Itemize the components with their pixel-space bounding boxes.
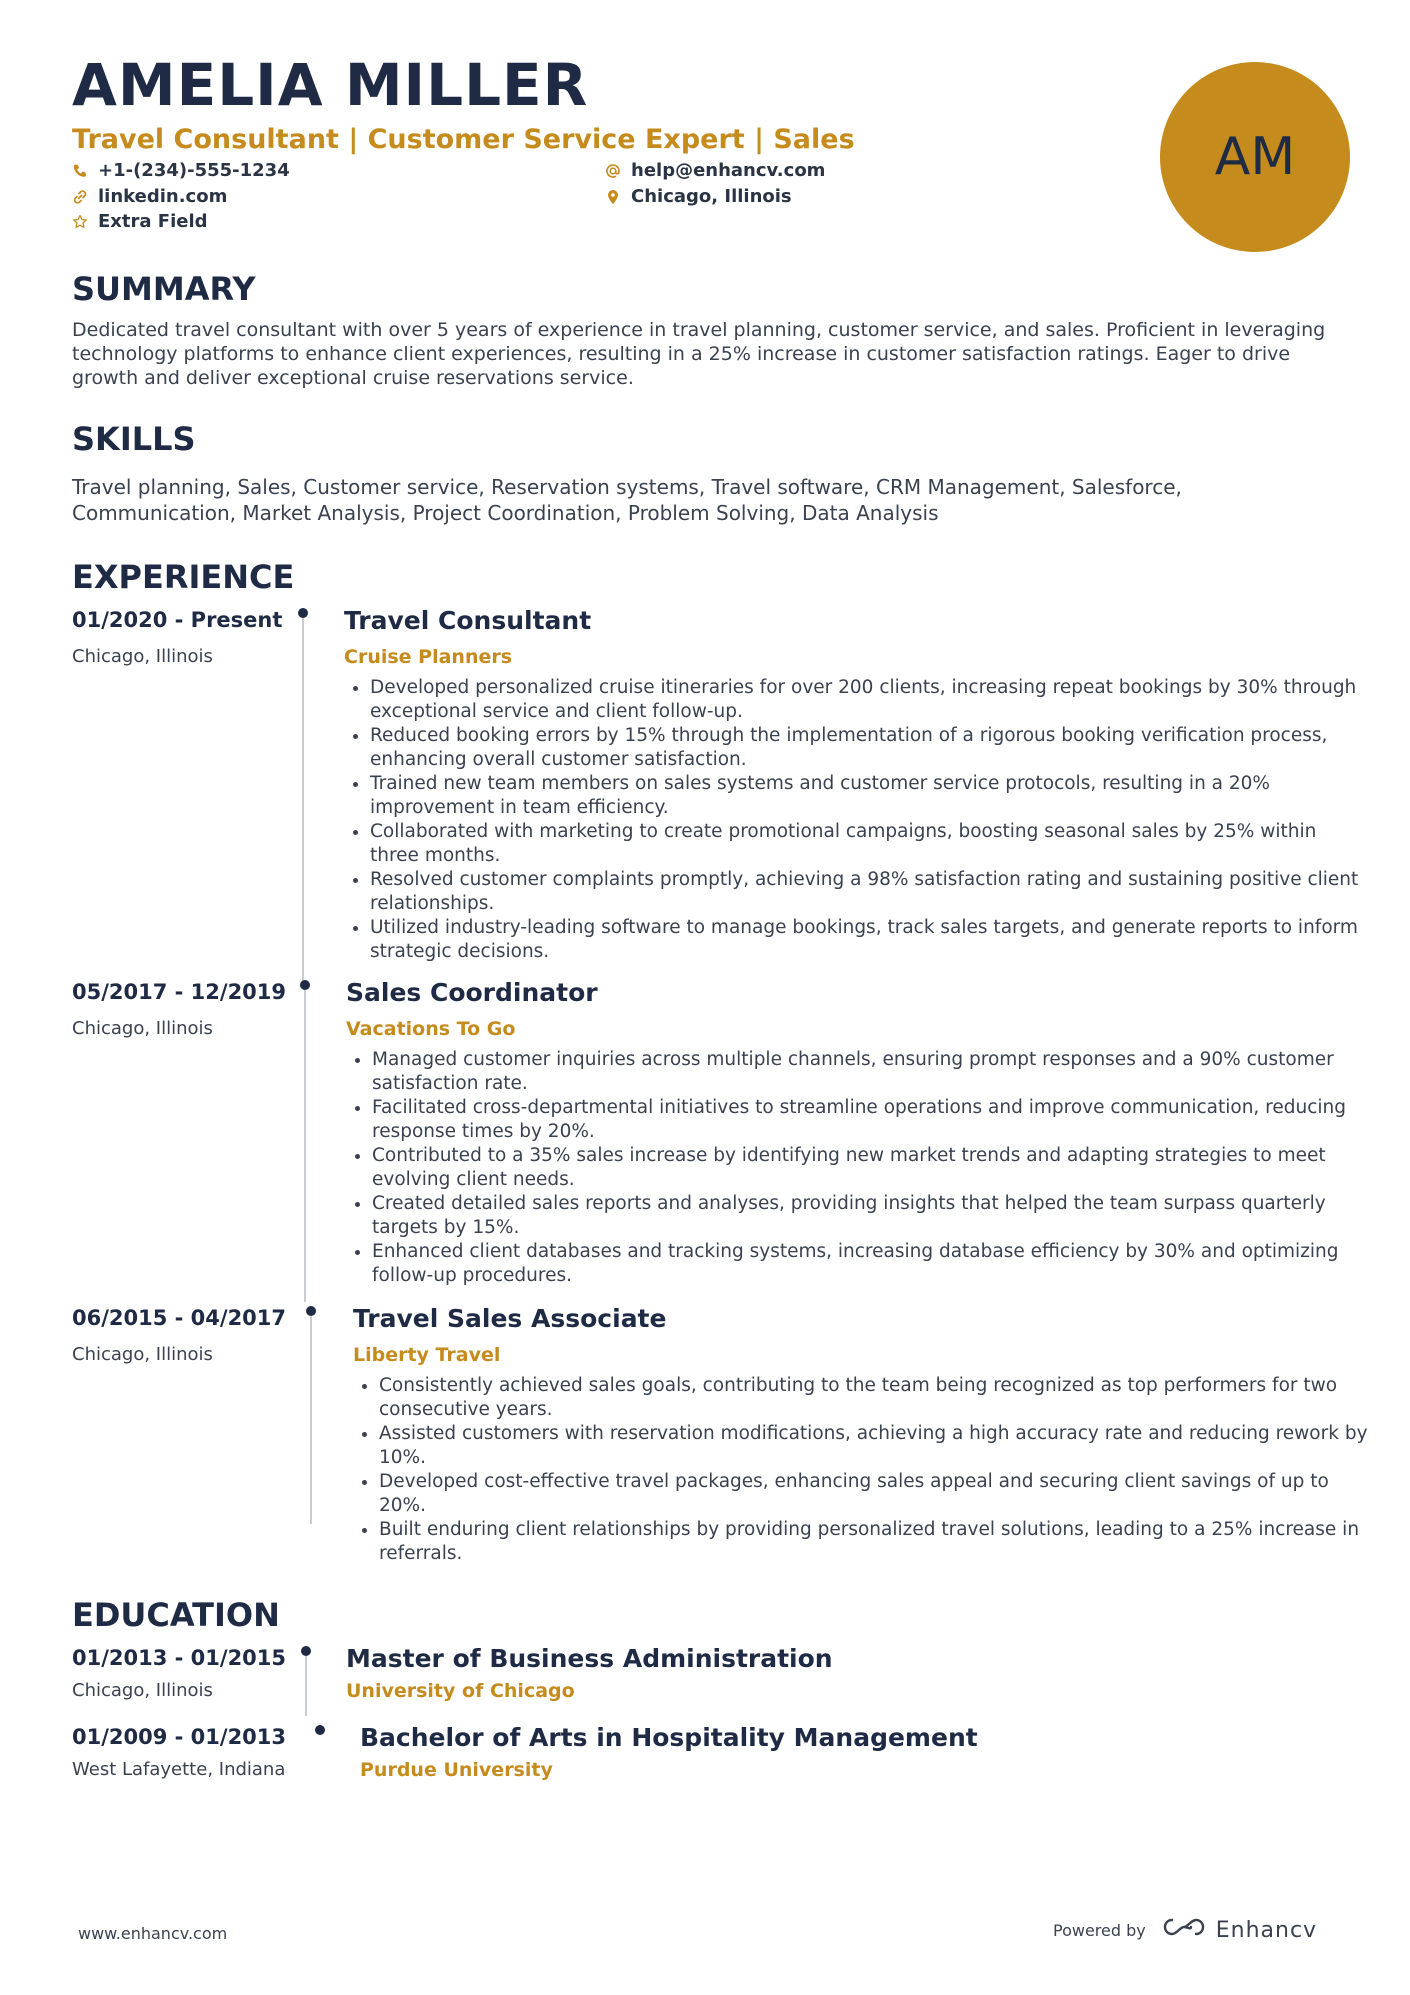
contact-email[interactable] <box>605 160 825 181</box>
education-degree: Master of Business Administration <box>346 1644 833 1673</box>
experience-bullet: • Developed cost-effective travel packages, enhancing sales appeal and securing client savings of up to 20%. <box>379 1470 1379 1518</box>
education-date: 01/2013 - 01/2015 <box>72 1646 287 1670</box>
linkedin-text: linkedin.com <box>98 186 228 207</box>
timeline-line <box>305 1656 307 1716</box>
candidate-name: AMELIA MILLER <box>72 51 589 119</box>
education-school: Purdue University <box>360 1759 553 1781</box>
summary-heading: SUMMARY <box>72 270 256 308</box>
experience-heading: EXPERIENCE <box>72 558 295 596</box>
timeline-line <box>304 990 306 1302</box>
experience-date: 01/2020 - Present <box>72 608 283 632</box>
timeline-dot <box>315 1725 325 1735</box>
experience-role: Travel Consultant <box>344 606 592 635</box>
experience-location: Chicago, Illinois <box>72 646 213 667</box>
candidate-subtitle: Travel Consultant | Customer Service Expert | Sales <box>72 124 855 155</box>
experience-date: 05/2017 - 12/2019 <box>72 980 287 1004</box>
experience-company: Liberty Travel <box>353 1344 501 1366</box>
infinity-logo-icon <box>1160 1915 1208 1945</box>
contact-linkedin[interactable] <box>72 186 227 207</box>
phone-icon <box>72 163 88 179</box>
experience-bullet: • Consistently achieved sales goals, contributing to the team being recognized as top performers for two consecutive years. <box>379 1374 1379 1422</box>
location-pin-icon <box>605 189 621 205</box>
experience-bullet: • Utilized industry-leading software to manage bookings, track sales targets, and generate reports to inform strategic decisions. <box>370 916 1370 964</box>
experience-location: Chicago, Illinois <box>72 1344 213 1365</box>
location-text: Chicago, Illinois <box>631 186 792 207</box>
contact-phone[interactable] <box>72 160 290 181</box>
timeline-dot <box>301 1646 311 1656</box>
education-location: Chicago, Illinois <box>72 1680 213 1701</box>
education-date: 01/2009 - 01/2013 <box>72 1725 287 1749</box>
experience-bullet: • Assisted customers with reservation modifications, achieving a high accuracy rate and reducing rework by 10%. <box>379 1422 1379 1470</box>
experience-bullet: • Enhanced client databases and tracking systems, increasing database efficiency by 30% and optimizing follow-up procedures. <box>372 1240 1372 1288</box>
timeline-line <box>310 1316 312 1524</box>
experience-bullets <box>353 1374 1379 1566</box>
link-icon <box>72 189 88 205</box>
extra-text: Extra Field <box>98 211 208 232</box>
timeline-dot <box>300 980 310 990</box>
education-heading: EDUCATION <box>72 1596 280 1634</box>
experience-company: Vacations To Go <box>346 1018 516 1040</box>
education-school: University of Chicago <box>346 1680 575 1702</box>
avatar: AM <box>1160 62 1350 252</box>
experience-bullet: • Developed personalized cruise itineraries for over 200 clients, increasing repeat bookings by 30% through exceptional service and client follow-up. <box>370 676 1370 724</box>
experience-bullet: • Built enduring client relationships by providing personalized travel solutions, leading to a 25% increase in referrals. <box>379 1518 1379 1566</box>
email-text: help@enhancv.com <box>631 160 826 181</box>
contact-location <box>605 186 792 207</box>
experience-bullet: • Trained new team members on sales systems and customer service protocols, resulting in a 20% improvement in team efficiency. <box>370 772 1370 820</box>
experience-bullet: • Reduced booking errors by 15% through the implementation of a rigorous booking verification process, enhancing overall customer satisfaction. <box>370 724 1370 772</box>
footer-branding[interactable] <box>1053 1915 1317 1945</box>
experience-bullet: • Contributed to a 35% sales increase by identifying new market trends and adapting strategies to meet evolving client needs. <box>372 1144 1372 1192</box>
education-location: West Lafayette, Indiana <box>72 1759 286 1780</box>
experience-location: Chicago, Illinois <box>72 1018 213 1039</box>
contact-extra <box>72 211 208 232</box>
timeline-dot <box>298 608 308 618</box>
skills-text: Travel planning, Sales, Customer service, Reservation systems, Travel software, CRM Management, Salesforce, Communication, Market Analysis, Project Coordination, Problem Solving, Data Analysis <box>72 475 1182 525</box>
experience-company: Cruise Planners <box>344 646 513 668</box>
powered-by-text: Powered by <box>1053 1920 1146 1940</box>
star-icon <box>72 214 88 230</box>
experience-bullet: • Collaborated with marketing to create promotional campaigns, boosting seasonal sales by 25% within three months. <box>370 820 1370 868</box>
at-sign-icon <box>605 163 621 179</box>
experience-bullet: • Resolved customer complaints promptly, achieving a 98% satisfaction rating and sustaining positive client relationships. <box>370 868 1370 916</box>
footer-website-link[interactable]: www.enhancv.com <box>78 1924 228 1943</box>
phone-text: +1-(234)-555-1234 <box>98 160 290 181</box>
enhancv-logo <box>1160 1915 1317 1945</box>
experience-role: Sales Coordinator <box>346 978 598 1007</box>
experience-bullet: • Created detailed sales reports and analyses, providing insights that helped the team surpass quarterly targets by 15%. <box>372 1192 1372 1240</box>
experience-role: Travel Sales Associate <box>353 1304 667 1333</box>
summary-text: Dedicated travel consultant with over 5 years of experience in travel planning, customer service, and sales. Proficient in leveraging technology platforms to enhance client experiences, resulting in a 25% increase in customer satisfaction ratings. Eager to drive growth and deliver exceptional cruise reservations service. <box>72 319 1326 389</box>
education-degree: Bachelor of Arts in Hospitality Management <box>360 1723 978 1752</box>
skills-heading: SKILLS <box>72 420 196 458</box>
experience-date: 06/2015 - 04/2017 <box>72 1306 287 1330</box>
experience-bullet: • Facilitated cross-departmental initiatives to streamline operations and improve communication, reducing response times by 20%. <box>372 1096 1372 1144</box>
experience-bullets <box>344 676 1370 964</box>
brand-name: Enhancv <box>1215 1917 1318 1943</box>
experience-bullet: • Managed customer inquiries across multiple channels, ensuring prompt responses and a 90% customer satisfaction rate. <box>372 1048 1372 1096</box>
timeline-line <box>302 618 304 983</box>
experience-bullets <box>346 1048 1372 1288</box>
timeline-dot <box>306 1306 316 1316</box>
